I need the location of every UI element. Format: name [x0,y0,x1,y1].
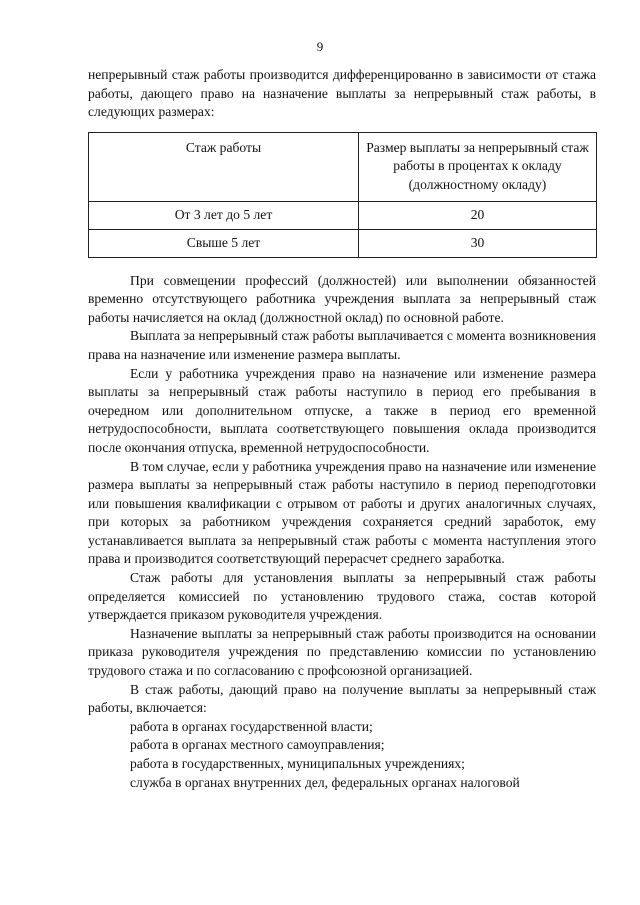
table-row [89,201,597,229]
list-item: служба в органах внутренних дел, федеральных органах налоговой [130,774,520,790]
table-header-cell: Размер выплаты за непрерывный стаж работы в процентах к окладу (должностному окладу) [359,132,597,201]
table-cell: Свыше 5 лет [89,229,359,257]
paragraph: Если у работника учреждения право на назначение или изменение размера выплаты за непрерывный стаж работы наступило в период его пребывания в очередном или дополнительном отпуске, а также в период его временной нетрудоспособности, выплата соответствующего повышения оклада производится после окончания отпуска, временной нетрудоспособности. [88,365,596,455]
table-cell: 30 [359,229,597,257]
rates-table [88,132,597,258]
table-header-row [89,132,597,201]
paragraph: В том случае, если у работника учреждения право на назначение или изменение размера выплаты за непрерывный стаж работы наступило в период переподготовки или повышения квалификации с отрывом от работы и других аналогичных случаях, при которых за работником учреждения сохраняется средний заработок, ему устанавливается выплата за непрерывный стаж работы с момента наступления этого права и производится соответствующий перерасчет среднего заработка. [88,458,596,567]
table-row [89,229,597,257]
list-item: работа в органах государственной власти; [130,718,373,734]
table-cell: 20 [359,201,597,229]
list-item: работа в органах местного самоуправления; [130,737,385,753]
paragraph: Стаж работы для установления выплаты за непрерывный стаж работы определяется комиссией по установлению трудового стажа, состав которой утверждается приказом руководителя учреждения. [88,570,596,623]
paragraph: Выплата за непрерывный стаж работы выплачивается с момента возникновения права на назначение или изменение размера выплаты. [88,328,596,362]
table-cell: От 3 лет до 5 лет [89,201,359,229]
paragraph: При совмещении профессий (должностей) или выполнении обязанностей временно отсутствующего работника учреждения выплата за непрерывный стаж работы начисляется на оклад (должностной оклад) по основной работе. [88,272,596,325]
list-item: работа в государственных, муниципальных учреждениях; [130,756,465,771]
document-body [88,66,596,792]
table-header-cell: Стаж работы [89,132,359,201]
paragraph: Назначение выплаты за непрерывный стаж работы производится на основании приказа руководителя учреждения по представлению комиссии по установлению трудового стажа и по согласованию с профсоюзной организацией. [88,625,596,679]
page-number: 9 [316,39,324,54]
intro-paragraph: непрерывный стаж работы производится дифференцированно в зависимости от стажа работы, дающего право на назначение выплаты за непрерывный стаж работы, в следующих размерах: [88,67,596,120]
paragraph: В стаж работы, дающий право на получение выплаты за непрерывный стаж работы, включается: [88,681,596,716]
